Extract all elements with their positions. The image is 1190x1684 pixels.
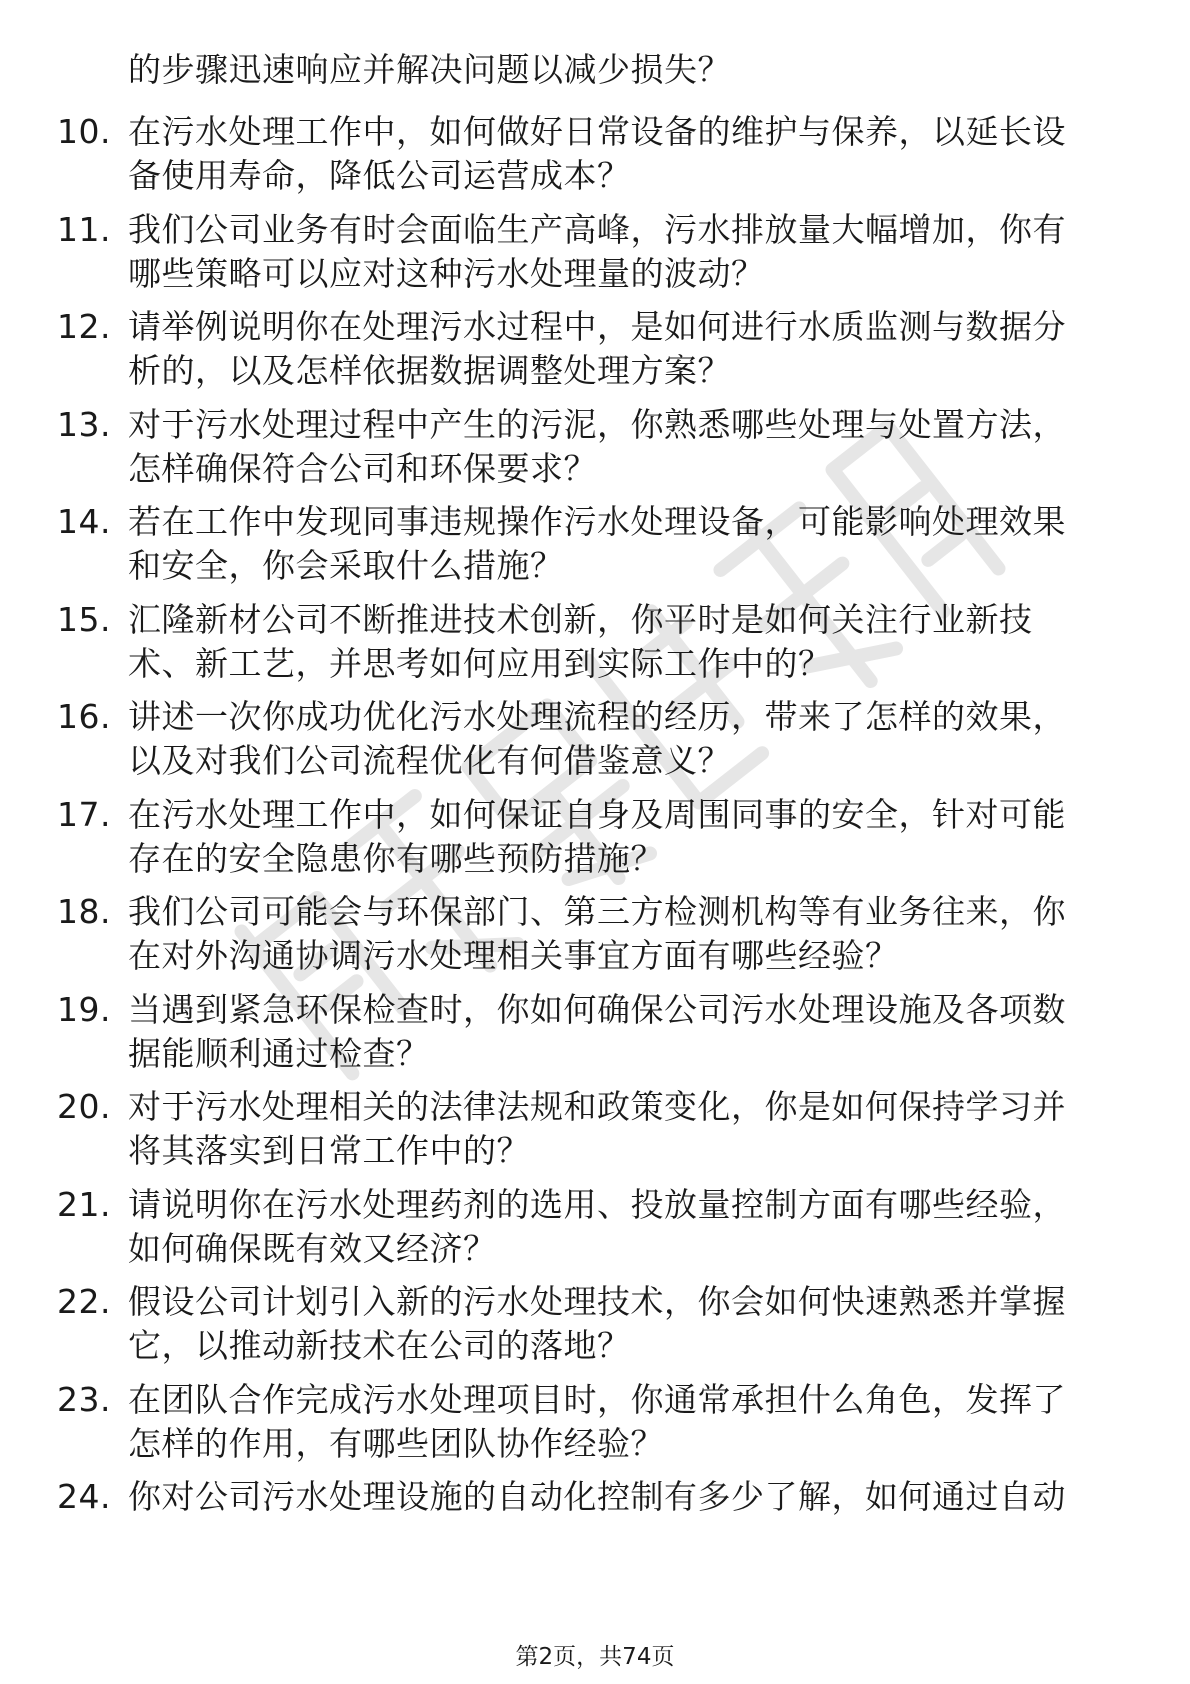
question-text bbox=[128, 208, 1128, 296]
question-text bbox=[128, 305, 1128, 393]
question-text-line: 将其落实到日常工作中的？ bbox=[128, 1131, 530, 1170]
question-number: 12. bbox=[57, 307, 111, 346]
question-text-line: 存在的安全隐患你有哪些预防措施？ bbox=[128, 839, 664, 878]
question-text-line: 在对外沟通协调污水处理相关事宜方面有哪些经验？ bbox=[128, 936, 899, 975]
question-text-line: 备使用寿命，降低公司运营成本？ bbox=[128, 156, 631, 195]
question-text-line: 我们公司可能会与环保部门、第三方检测机构等有业务往来，你 bbox=[128, 892, 1066, 931]
question-text bbox=[128, 695, 1128, 783]
question-text-line: 术、新工艺，并思考如何应用到实际工作中的？ bbox=[128, 644, 832, 683]
question-number: 11. bbox=[57, 210, 111, 249]
question-text-line: 假设公司计划引入新的污水处理技术，你会如何快速熟悉并掌握 bbox=[128, 1282, 1066, 1321]
question-text-line: 析的，以及怎样依据数据调整处理方案？ bbox=[128, 351, 731, 390]
question-number: 24. bbox=[57, 1477, 111, 1516]
question-text-line: 对于污水处理相关的法律法规和政策变化，你是如何保持学习并 bbox=[128, 1087, 1066, 1126]
question-number: 14. bbox=[57, 502, 111, 541]
question-text-line: 据能顺利通过检查？ bbox=[128, 1034, 430, 1073]
question-text-line: 当遇到紧急环保检查时，你如何确保公司污水处理设施及各项数 bbox=[128, 990, 1066, 1029]
question-text bbox=[128, 1280, 1128, 1368]
question-text bbox=[128, 500, 1128, 588]
question-number: 13. bbox=[57, 405, 111, 444]
question-text-line: 哪些策略可以应对这种污水处理量的波动？ bbox=[128, 254, 765, 293]
question-number: 15. bbox=[57, 600, 111, 639]
question-text bbox=[128, 1475, 1128, 1519]
question-number: 19. bbox=[57, 990, 111, 1029]
question-text bbox=[128, 793, 1128, 881]
question-number: 17. bbox=[57, 795, 111, 834]
question-text bbox=[128, 890, 1128, 978]
question-text-line: 怎样的作用，有哪些团队协作经验？ bbox=[128, 1424, 664, 1463]
question-text-line: 我们公司业务有时会面临生产高峰，污水排放量大幅增加，你有 bbox=[128, 210, 1066, 249]
question-text-line: 请说明你在污水处理药剂的选用、投放量控制方面有哪些经验， bbox=[128, 1185, 1066, 1224]
question-text-line: 和安全，你会采取什么措施？ bbox=[128, 546, 564, 585]
continuation-text: 的步骤迅速响应并解决问题以减少损失？ bbox=[128, 50, 731, 89]
question-text-line: 你对公司污水处理设施的自动化控制有多少了解，如何通过自动 bbox=[128, 1477, 1066, 1516]
question-text bbox=[128, 1085, 1128, 1173]
question-number: 10. bbox=[57, 112, 111, 151]
question-text-line: 汇隆新材公司不断推进技术创新，你平时是如何关注行业新技 bbox=[128, 600, 1033, 639]
question-text-line: 对于污水处理过程中产生的污泥，你熟悉哪些处理与处置方法， bbox=[128, 405, 1066, 444]
question-text-line: 讲述一次你成功优化污水处理流程的经历，带来了怎样的效果， bbox=[128, 697, 1066, 736]
question-text bbox=[128, 598, 1128, 686]
question-text-line: 以及对我们公司流程优化有何借鉴意义？ bbox=[128, 741, 731, 780]
page-footer: 第2页，共74页 bbox=[515, 1644, 675, 1670]
question-text-line: 在污水处理工作中，如何做好日常设备的维护与保养，以延长设 bbox=[128, 112, 1066, 151]
question-number: 22. bbox=[57, 1282, 111, 1321]
question-text-line: 在团队合作完成污水处理项目时，你通常承担什么角色，发挥了 bbox=[128, 1380, 1066, 1419]
question-text-line: 它，以推动新技术在公司的落地？ bbox=[128, 1326, 631, 1365]
question-text-line: 若在工作中发现同事违规操作污水处理设备，可能影响处理效果 bbox=[128, 502, 1066, 541]
question-text bbox=[128, 988, 1128, 1076]
question-number: 20. bbox=[57, 1087, 111, 1126]
question-text-line: 如何确保既有效又经济？ bbox=[128, 1229, 497, 1268]
question-text-line: 请举例说明你在处理污水过程中，是如何进行水质监测与数据分 bbox=[128, 307, 1066, 346]
question-number: 21. bbox=[57, 1185, 111, 1224]
question-text-line: 在污水处理工作中，如何保证自身及周围同事的安全，针对可能 bbox=[128, 795, 1066, 834]
question-number: 16. bbox=[57, 697, 111, 736]
question-text bbox=[128, 110, 1128, 198]
question-number: 23. bbox=[57, 1380, 111, 1419]
question-text bbox=[128, 1183, 1128, 1271]
question-text bbox=[128, 1378, 1128, 1466]
question-text bbox=[128, 403, 1128, 491]
question-text-line: 怎样确保符合公司和环保要求？ bbox=[128, 449, 597, 488]
question-number: 18. bbox=[57, 892, 111, 931]
